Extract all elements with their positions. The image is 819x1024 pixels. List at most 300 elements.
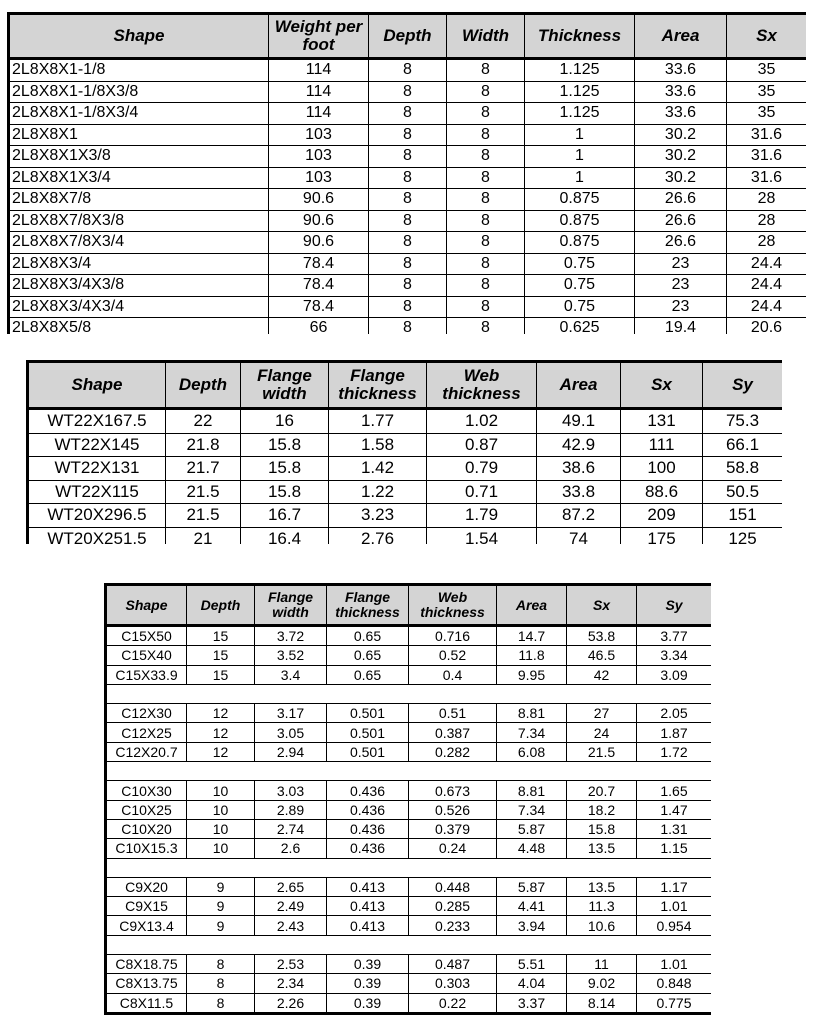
- shape-cell: C15X33.9: [106, 665, 187, 684]
- value-cell: 2.05: [637, 704, 712, 723]
- value-cell: 8: [187, 955, 255, 974]
- value-cell: 3.72: [255, 626, 327, 646]
- value-cell: 8: [369, 275, 447, 297]
- value-cell: 12: [187, 723, 255, 742]
- value-cell: 0.387: [409, 723, 497, 742]
- value-cell: 209: [621, 504, 703, 528]
- shape-cell: 2L8X8X7/8X3/4: [9, 232, 269, 254]
- value-cell: 11.8: [497, 646, 567, 665]
- channels-table: [104, 583, 711, 1015]
- value-cell: 78.4: [269, 296, 369, 318]
- table-row: [106, 665, 712, 684]
- tees-table-viewport[interactable]: [26, 360, 782, 544]
- shape-cell: C9X13.4: [106, 916, 187, 935]
- value-cell: [567, 684, 637, 703]
- angles-table-viewport[interactable]: [7, 12, 806, 334]
- shape-cell: C8X11.5: [106, 993, 187, 1013]
- value-cell: 13.5: [567, 839, 637, 858]
- table-row: [9, 124, 807, 146]
- value-cell: 2.53: [255, 955, 327, 974]
- value-cell: 1.47: [637, 800, 712, 819]
- value-cell: 58.8: [703, 457, 783, 481]
- value-cell: [637, 858, 712, 877]
- value-cell: 22: [166, 409, 241, 434]
- value-cell: 0.285: [409, 897, 497, 916]
- shape-cell: C8X13.75: [106, 974, 187, 993]
- table-row: [106, 704, 712, 723]
- value-cell: 8: [369, 146, 447, 168]
- value-cell: 78.4: [269, 253, 369, 275]
- value-cell: 0.4: [409, 665, 497, 684]
- value-cell: [637, 935, 712, 954]
- table-row: [106, 993, 712, 1013]
- shape-cell: C15X40: [106, 646, 187, 665]
- value-cell: 28: [727, 189, 807, 211]
- value-cell: 1.22: [329, 480, 427, 504]
- table-row: [9, 59, 807, 82]
- value-cell: 0.413: [327, 916, 409, 935]
- value-cell: 0.625: [525, 318, 635, 335]
- value-cell: 2.26: [255, 993, 327, 1013]
- value-cell: 8: [369, 103, 447, 125]
- value-cell: 9: [187, 877, 255, 896]
- value-cell: 21.5: [567, 742, 637, 761]
- value-cell: 3.09: [637, 665, 712, 684]
- value-cell: 5.51: [497, 955, 567, 974]
- value-cell: 0.39: [327, 955, 409, 974]
- value-cell: 26.6: [635, 232, 727, 254]
- value-cell: 35: [727, 103, 807, 125]
- value-cell: 8: [369, 210, 447, 232]
- value-cell: 1.125: [525, 81, 635, 103]
- value-cell: 6.08: [497, 742, 567, 761]
- shape-cell: WT22X115: [28, 480, 166, 504]
- value-cell: 11.3: [567, 897, 637, 916]
- blank-row: [106, 684, 712, 703]
- channels-body: [106, 626, 712, 1014]
- shape-cell: 2L8X8X1X3/4: [9, 167, 269, 189]
- value-cell: 33.6: [635, 81, 727, 103]
- value-cell: 19.4: [635, 318, 727, 335]
- value-cell: 15.8: [241, 433, 329, 457]
- value-cell: 125: [703, 527, 783, 544]
- shape-cell: 2L8X8X1: [9, 124, 269, 146]
- blank-row: [106, 762, 712, 781]
- value-cell: 30.2: [635, 124, 727, 146]
- value-cell: 0.24: [409, 839, 497, 858]
- value-cell: 0.413: [327, 877, 409, 896]
- table-row: [9, 296, 807, 318]
- value-cell: 8: [447, 253, 525, 275]
- header-shape: Shape: [106, 585, 187, 626]
- blank-row: [106, 858, 712, 877]
- value-cell: 1.54: [427, 527, 537, 544]
- value-cell: 9: [187, 916, 255, 935]
- value-cell: 0.75: [525, 275, 635, 297]
- value-cell: 0.954: [637, 916, 712, 935]
- table-row: [28, 527, 783, 544]
- value-cell: 8.81: [497, 704, 567, 723]
- value-cell: 20.6: [727, 318, 807, 335]
- value-cell: 1.15: [637, 839, 712, 858]
- value-cell: 21.5: [166, 504, 241, 528]
- value-cell: 151: [703, 504, 783, 528]
- value-cell: 0.379: [409, 819, 497, 838]
- value-cell: 3.77: [637, 626, 712, 646]
- value-cell: 2.74: [255, 819, 327, 838]
- value-cell: 88.6: [621, 480, 703, 504]
- value-cell: 10.6: [567, 916, 637, 935]
- value-cell: 0.282: [409, 742, 497, 761]
- value-cell: 0.436: [327, 800, 409, 819]
- table-row: [106, 839, 712, 858]
- value-cell: 8: [447, 232, 525, 254]
- header-shape: Shape: [28, 362, 166, 409]
- header-flange-thickness: Flange thickness: [327, 585, 409, 626]
- value-cell: [187, 762, 255, 781]
- shape-cell: 2L8X8X5/8: [9, 318, 269, 335]
- value-cell: [327, 935, 409, 954]
- shape-cell: WT20X296.5: [28, 504, 166, 528]
- value-cell: 0.875: [525, 189, 635, 211]
- value-cell: [327, 858, 409, 877]
- shape-cell: [106, 762, 187, 781]
- value-cell: [187, 858, 255, 877]
- value-cell: 1: [525, 146, 635, 168]
- angles-table: [7, 12, 806, 334]
- value-cell: 24.4: [727, 296, 807, 318]
- shape-cell: C15X50: [106, 626, 187, 646]
- table-row: [106, 800, 712, 819]
- value-cell: 8: [447, 81, 525, 103]
- value-cell: [637, 762, 712, 781]
- value-cell: 3.94: [497, 916, 567, 935]
- value-cell: 0.22: [409, 993, 497, 1013]
- header-sx: Sx: [727, 14, 807, 59]
- value-cell: 46.5: [567, 646, 637, 665]
- table-row: [9, 167, 807, 189]
- angles-header-row: [9, 14, 807, 59]
- value-cell: 8: [447, 296, 525, 318]
- value-cell: [187, 684, 255, 703]
- value-cell: 15.8: [241, 457, 329, 481]
- value-cell: 0.875: [525, 210, 635, 232]
- value-cell: 3.05: [255, 723, 327, 742]
- value-cell: 87.2: [537, 504, 621, 528]
- value-cell: [637, 684, 712, 703]
- value-cell: 2.89: [255, 800, 327, 819]
- shape-cell: [106, 935, 187, 954]
- shape-cell: C12X20.7: [106, 742, 187, 761]
- value-cell: 0.436: [327, 819, 409, 838]
- value-cell: 1.125: [525, 59, 635, 82]
- value-cell: 18.2: [567, 800, 637, 819]
- value-cell: [567, 858, 637, 877]
- value-cell: 15: [187, 646, 255, 665]
- shape-cell: C10X15.3: [106, 839, 187, 858]
- value-cell: 49.1: [537, 409, 621, 434]
- value-cell: 0.501: [327, 704, 409, 723]
- value-cell: 1.125: [525, 103, 635, 125]
- value-cell: 100: [621, 457, 703, 481]
- value-cell: 23: [635, 275, 727, 297]
- value-cell: 114: [269, 103, 369, 125]
- value-cell: 103: [269, 146, 369, 168]
- value-cell: 24: [567, 723, 637, 742]
- table-row: [9, 189, 807, 211]
- value-cell: 1.17: [637, 877, 712, 896]
- value-cell: [409, 762, 497, 781]
- table-row: [106, 819, 712, 838]
- value-cell: 1.58: [329, 433, 427, 457]
- value-cell: 15.8: [567, 819, 637, 838]
- value-cell: 16: [241, 409, 329, 434]
- value-cell: 0.71: [427, 480, 537, 504]
- value-cell: 42.9: [537, 433, 621, 457]
- shape-cell: 2L8X8X1X3/8: [9, 146, 269, 168]
- value-cell: 90.6: [269, 189, 369, 211]
- value-cell: 5.87: [497, 877, 567, 896]
- value-cell: 2.94: [255, 742, 327, 761]
- shape-cell: C12X25: [106, 723, 187, 742]
- blank-row: [106, 935, 712, 954]
- value-cell: [255, 762, 327, 781]
- table-row: [106, 646, 712, 665]
- value-cell: 0.39: [327, 993, 409, 1013]
- table-row: [28, 409, 783, 434]
- value-cell: 38.6: [537, 457, 621, 481]
- value-cell: 8: [447, 59, 525, 82]
- value-cell: 8: [369, 59, 447, 82]
- value-cell: 3.37: [497, 993, 567, 1013]
- value-cell: 15: [187, 665, 255, 684]
- channels-header-row: [106, 585, 712, 626]
- value-cell: 74: [537, 527, 621, 544]
- table-row: [28, 504, 783, 528]
- value-cell: 8.81: [497, 781, 567, 800]
- value-cell: 111: [621, 433, 703, 457]
- value-cell: 8: [369, 81, 447, 103]
- value-cell: 11: [567, 955, 637, 974]
- table-row: [106, 626, 712, 646]
- table-row: [9, 103, 807, 125]
- value-cell: 2.34: [255, 974, 327, 993]
- value-cell: 15: [187, 626, 255, 646]
- value-cell: [497, 762, 567, 781]
- value-cell: 8: [369, 253, 447, 275]
- shape-cell: 2L8X8X7/8X3/8: [9, 210, 269, 232]
- value-cell: 35: [727, 59, 807, 82]
- header-shape: Shape: [9, 14, 269, 59]
- channels-table-viewport[interactable]: [104, 583, 711, 1024]
- value-cell: 15.8: [241, 480, 329, 504]
- value-cell: 8: [369, 124, 447, 146]
- value-cell: 0.526: [409, 800, 497, 819]
- value-cell: 3.52: [255, 646, 327, 665]
- value-cell: 10: [187, 839, 255, 858]
- shape-cell: C10X30: [106, 781, 187, 800]
- value-cell: [187, 935, 255, 954]
- value-cell: 0.413: [327, 897, 409, 916]
- value-cell: 23: [635, 296, 727, 318]
- value-cell: 23: [635, 253, 727, 275]
- value-cell: [327, 762, 409, 781]
- header-depth: Depth: [166, 362, 241, 409]
- value-cell: 8: [447, 275, 525, 297]
- table-row: [106, 916, 712, 935]
- tees-table: [26, 360, 782, 544]
- value-cell: 103: [269, 167, 369, 189]
- value-cell: 21.5: [166, 480, 241, 504]
- value-cell: 53.8: [567, 626, 637, 646]
- value-cell: 1.42: [329, 457, 427, 481]
- value-cell: 8: [447, 146, 525, 168]
- value-cell: 3.4: [255, 665, 327, 684]
- shape-cell: C9X15: [106, 897, 187, 916]
- shape-cell: 2L8X8X7/8: [9, 189, 269, 211]
- value-cell: [409, 858, 497, 877]
- header-sy: Sy: [637, 585, 712, 626]
- value-cell: 0.75: [525, 296, 635, 318]
- value-cell: [497, 858, 567, 877]
- value-cell: 26.6: [635, 189, 727, 211]
- header-area: Area: [635, 14, 727, 59]
- shape-cell: WT22X145: [28, 433, 166, 457]
- header-flange-width: Flange width: [241, 362, 329, 409]
- value-cell: 33.6: [635, 59, 727, 82]
- value-cell: 21.8: [166, 433, 241, 457]
- value-cell: 0.79: [427, 457, 537, 481]
- value-cell: 2.65: [255, 877, 327, 896]
- angles-body: [9, 59, 807, 335]
- value-cell: 7.34: [497, 800, 567, 819]
- value-cell: 21.7: [166, 457, 241, 481]
- table-row: [9, 275, 807, 297]
- value-cell: 8: [447, 210, 525, 232]
- value-cell: [497, 684, 567, 703]
- value-cell: 9.95: [497, 665, 567, 684]
- shape-cell: 2L8X8X3/4: [9, 253, 269, 275]
- value-cell: 31.6: [727, 167, 807, 189]
- value-cell: 175: [621, 527, 703, 544]
- shape-cell: C12X30: [106, 704, 187, 723]
- value-cell: 10: [187, 781, 255, 800]
- value-cell: [409, 935, 497, 954]
- shape-cell: 2L8X8X1-1/8: [9, 59, 269, 82]
- value-cell: 8: [187, 974, 255, 993]
- shape-cell: 2L8X8X3/4X3/8: [9, 275, 269, 297]
- table-row: [106, 742, 712, 761]
- value-cell: 1: [525, 124, 635, 146]
- value-cell: 28: [727, 210, 807, 232]
- value-cell: 13.5: [567, 877, 637, 896]
- shape-cell: WT22X131: [28, 457, 166, 481]
- header-area: Area: [497, 585, 567, 626]
- table-row: [9, 146, 807, 168]
- value-cell: 8.14: [567, 993, 637, 1013]
- value-cell: 33.6: [635, 103, 727, 125]
- shape-cell: C10X25: [106, 800, 187, 819]
- value-cell: 8: [447, 318, 525, 335]
- value-cell: 9.02: [567, 974, 637, 993]
- table-row: [106, 877, 712, 896]
- value-cell: 2.49: [255, 897, 327, 916]
- value-cell: 103: [269, 124, 369, 146]
- value-cell: 24.4: [727, 253, 807, 275]
- value-cell: 1.31: [637, 819, 712, 838]
- value-cell: 7.34: [497, 723, 567, 742]
- value-cell: [497, 935, 567, 954]
- table-row: [9, 318, 807, 335]
- value-cell: 1: [525, 167, 635, 189]
- value-cell: 1.01: [637, 897, 712, 916]
- value-cell: 114: [269, 59, 369, 82]
- table-row: [106, 723, 712, 742]
- value-cell: 0.448: [409, 877, 497, 896]
- value-cell: 114: [269, 81, 369, 103]
- header-flange-width: Flange width: [255, 585, 327, 626]
- value-cell: 0.436: [327, 839, 409, 858]
- value-cell: 26.6: [635, 210, 727, 232]
- value-cell: [567, 935, 637, 954]
- table-row: [28, 433, 783, 457]
- value-cell: 33.8: [537, 480, 621, 504]
- header-sx: Sx: [621, 362, 703, 409]
- value-cell: 0.875: [525, 232, 635, 254]
- shape-cell: 2L8X8X1-1/8X3/4: [9, 103, 269, 125]
- table-row: [28, 457, 783, 481]
- value-cell: 0.39: [327, 974, 409, 993]
- value-cell: 8: [369, 318, 447, 335]
- value-cell: 0.52: [409, 646, 497, 665]
- value-cell: [255, 858, 327, 877]
- value-cell: [327, 684, 409, 703]
- table-row: [9, 81, 807, 103]
- tees-header-row: [28, 362, 783, 409]
- value-cell: 20.7: [567, 781, 637, 800]
- value-cell: 0.65: [327, 626, 409, 646]
- value-cell: 1.87: [637, 723, 712, 742]
- tees-body: [28, 409, 783, 545]
- value-cell: 12: [187, 704, 255, 723]
- value-cell: 0.65: [327, 665, 409, 684]
- header-area: Area: [537, 362, 621, 409]
- header-thickness: Thickness: [525, 14, 635, 59]
- value-cell: 42: [567, 665, 637, 684]
- value-cell: [255, 684, 327, 703]
- value-cell: 10: [187, 800, 255, 819]
- table-row: [106, 974, 712, 993]
- table-row: [9, 232, 807, 254]
- value-cell: 8: [369, 296, 447, 318]
- value-cell: 8: [447, 189, 525, 211]
- value-cell: 30.2: [635, 167, 727, 189]
- value-cell: 2.76: [329, 527, 427, 544]
- table-row: [106, 897, 712, 916]
- value-cell: 14.7: [497, 626, 567, 646]
- value-cell: 8: [187, 993, 255, 1013]
- value-cell: 0.716: [409, 626, 497, 646]
- value-cell: 1.01: [637, 955, 712, 974]
- value-cell: 0.501: [327, 742, 409, 761]
- shape-cell: 2L8X8X1-1/8X3/8: [9, 81, 269, 103]
- value-cell: 2.6: [255, 839, 327, 858]
- value-cell: 27: [567, 704, 637, 723]
- value-cell: 30.2: [635, 146, 727, 168]
- header-sx: Sx: [567, 585, 637, 626]
- shape-cell: C8X18.75: [106, 955, 187, 974]
- value-cell: 8: [447, 103, 525, 125]
